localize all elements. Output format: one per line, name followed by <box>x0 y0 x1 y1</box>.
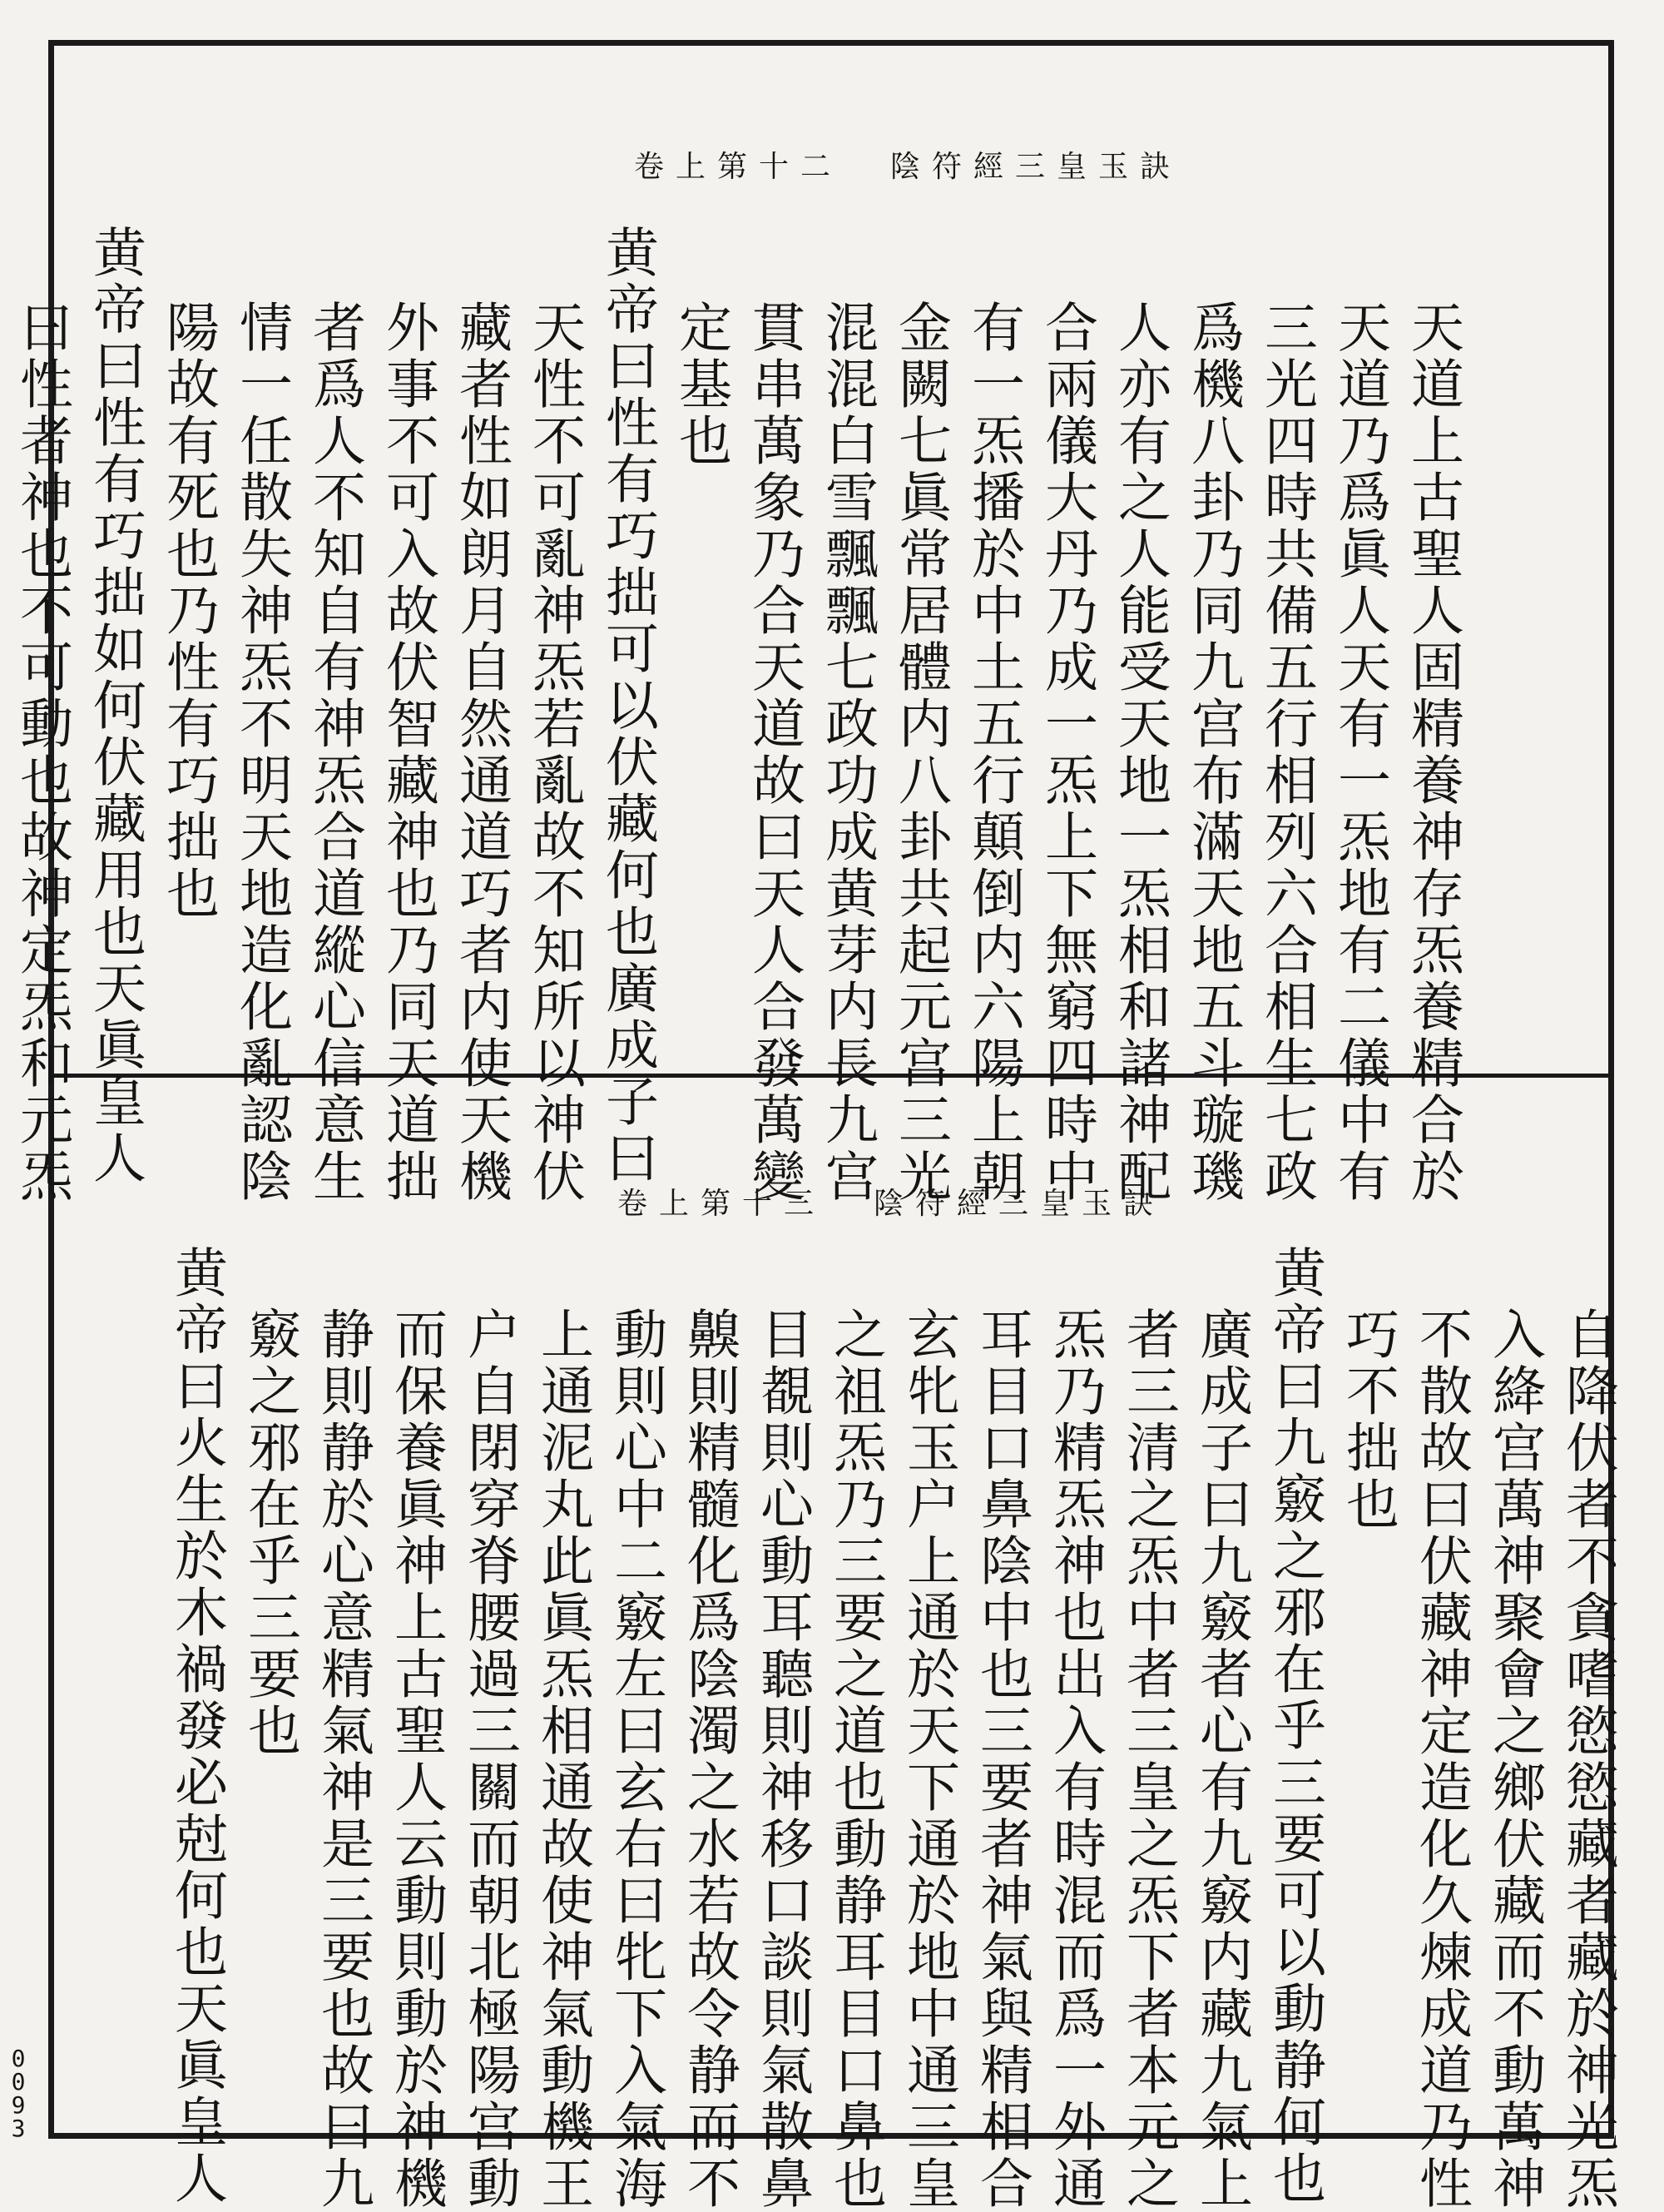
text-column: 三光四時共備五行相列六合相生七政 <box>1255 300 1317 1205</box>
text-column: 黄帝曰性有巧拙可以伏藏何也廣成子曰 <box>597 225 658 1187</box>
text-column: 陽故有死也乃性有巧拙也 <box>157 300 219 922</box>
text-column: 貫串萬象乃合天道故曰天人合發萬變 <box>743 300 805 1205</box>
text-column: 曰性者神也不可動也故神定炁和元炁 <box>11 300 72 1205</box>
bottom-header-title: 陰符經三皇玉訣 <box>873 1187 1165 1221</box>
text-column: 黄帝曰九竅之邪在乎三要可以動静何也 <box>1264 1245 1325 2207</box>
text-column: 之祖炁乃三要之道也動静耳目口鼻也 <box>825 1307 886 2212</box>
text-column: 黄帝曰性有巧拙如何伏藏用也天眞皇人 <box>84 225 146 1187</box>
text-column: 目覩則心動耳聽則神移口談則氣散鼻 <box>751 1307 813 2212</box>
text-column: 自降伏者不貪嗜慾慾藏者藏於神光炁 <box>1557 1307 1618 2212</box>
text-column: 炁乃精炁神也出入有時混而爲一外通 <box>1044 1307 1106 2212</box>
text-column: 廣成子曰九竅者心有九竅内藏九氣上 <box>1191 1307 1252 2212</box>
text-column: 有一炁播於中土五行顛倒内六陽上朝 <box>963 300 1024 1205</box>
text-column: 巧不拙也 <box>1337 1307 1399 1533</box>
text-column: 混混白雪飄飄七政功成黄芽内長九宫 <box>816 300 878 1205</box>
text-column: 動則心中二竅左曰玄右曰牝下入氣海 <box>605 1307 666 2212</box>
top-running-header <box>633 143 1181 184</box>
text-column: 入絳宫萬神聚會之鄉伏藏而不動萬神 <box>1483 1307 1545 2212</box>
text-column: 齅則精髓化爲陰濁之水若故令静而不 <box>678 1307 740 2212</box>
text-column: 玄牝玉户上通於天下通於地中通三皇 <box>898 1307 959 2212</box>
bottom-header-folio: 卷上第十三 <box>617 1187 825 1221</box>
bottom-text-block <box>133 1245 1618 2212</box>
text-column: 黄帝曰火生於木禍發必尅何也天眞皇人 <box>166 1245 227 2207</box>
text-column: 外事不可入故伏智藏神也乃同天道拙 <box>377 300 438 1205</box>
text-column: 户自閉穿脊腰過三關而朝北極陽宫動 <box>458 1307 520 2212</box>
page-number: 0093 <box>11 2045 26 2142</box>
text-column: 者爲人不知自有神炁合道縱心信意生 <box>304 300 365 1205</box>
text-column: 上通泥丸此眞炁相通故使神氣動機王 <box>532 1307 593 2212</box>
text-column: 人亦有之人能受天地一炁相和諸神配 <box>1109 300 1171 1205</box>
text-column: 不散故曰伏藏神定造化久煉成道乃性 <box>1410 1307 1472 2212</box>
text-column: 金闕七眞常居體内八卦共起元宫三光 <box>889 300 951 1205</box>
text-column: 耳目口鼻陰中也三要者神氣與精相合 <box>971 1307 1033 2212</box>
text-column: 爲機八卦乃同九宫布滿天地五斗璇璣 <box>1182 300 1244 1205</box>
text-column: 藏者性如朗月自然通道巧者内使天機 <box>450 300 512 1205</box>
text-column: 天道上古聖人固精養神存炁養精合於 <box>1402 300 1463 1205</box>
top-text-block <box>11 225 1463 1205</box>
text-column: 竅之邪在乎三要也 <box>239 1307 300 1759</box>
text-column: 而保養眞神上古聖人云動則動於神機 <box>385 1307 447 2212</box>
top-header-folio: 卷上第十二 <box>633 150 842 184</box>
text-column: 定基也 <box>670 300 731 469</box>
text-column: 情一任散失神炁不明天地造化亂認陰 <box>230 300 292 1205</box>
bottom-running-header <box>617 1180 1165 1221</box>
text-column: 天道乃爲眞人天有一炁地有二儀中有 <box>1329 300 1390 1205</box>
text-column: 者三清之炁中者三皇之炁下者本元之 <box>1117 1307 1179 2212</box>
text-column: 合兩儀大丹乃成一炁上下無窮四時中 <box>1036 300 1097 1205</box>
text-column: 静則静於心意精氣神是三要也故曰九 <box>312 1307 374 2212</box>
top-header-title: 陰符經三皇玉訣 <box>889 150 1181 184</box>
text-column: 天性不可亂神炁若亂故不知所以神伏 <box>523 300 585 1205</box>
